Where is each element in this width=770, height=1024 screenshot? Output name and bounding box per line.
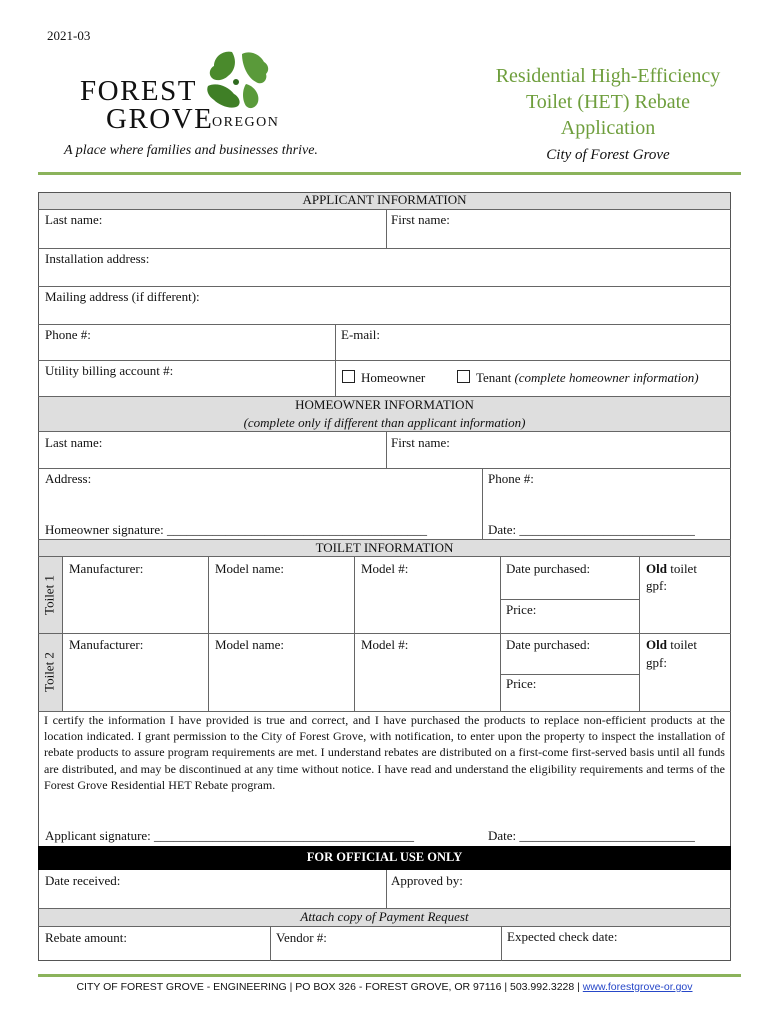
utility-billing-label: Utility billing account #: bbox=[45, 363, 174, 378]
header-divider bbox=[38, 172, 741, 175]
toilet-2-label: Toilet 2 bbox=[41, 652, 57, 692]
toilet-1-model-number-label: Model #: bbox=[361, 561, 409, 576]
applicant-date-line[interactable]: Date: ___________________________ bbox=[488, 828, 695, 843]
homeowner-signature-line[interactable]: Homeowner signature: ________________________________________ bbox=[45, 522, 428, 537]
applicant-email-label: E-mail: bbox=[341, 327, 380, 342]
official-use-header: FOR OFFICIAL USE ONLY bbox=[306, 850, 463, 864]
toilet-1-gpf-label: gpf: bbox=[646, 578, 667, 593]
toilet-1-model-name-label: Model name: bbox=[215, 561, 284, 576]
toilet-1-old-bold: Old bbox=[646, 561, 667, 576]
rebate-amount-label: Rebate amount: bbox=[45, 930, 127, 945]
form-title-line-2: Toilet (HET) Rebate bbox=[525, 91, 691, 113]
toilet-1-label: Toilet 1 bbox=[41, 575, 57, 615]
toilet-2-date-purchased-label: Date purchased: bbox=[506, 637, 591, 652]
homeowner-address-label: Address: bbox=[45, 471, 92, 486]
toilet-1-old-rest: toilet bbox=[670, 561, 697, 576]
date-received-label: Date received: bbox=[45, 873, 121, 888]
homeowner-checkbox-label: Homeowner bbox=[361, 370, 426, 385]
toilet-2-old-toilet-label bbox=[646, 637, 697, 653]
footer-divider bbox=[38, 974, 741, 977]
logo-forest-text: FOREST bbox=[80, 75, 197, 107]
toilet-2-old-bold: Old bbox=[646, 637, 667, 652]
attach-payment-note: Attach copy of Payment Request bbox=[300, 909, 469, 924]
toilet-2-gpf-label: gpf: bbox=[646, 655, 667, 670]
installation-address-label: Installation address: bbox=[45, 251, 150, 266]
document-version: 2021-03 bbox=[47, 28, 91, 43]
logo-oregon-text: OREGON bbox=[212, 115, 280, 130]
footer-contact-text: CITY OF FOREST GROVE - ENGINEERING | PO BOX 326 - FOREST GROVE, OR 97116 | 503.992.3228 | bbox=[76, 981, 583, 993]
applicant-phone-label: Phone #: bbox=[45, 327, 91, 342]
toilet-1-date-purchased-label: Date purchased: bbox=[506, 561, 591, 576]
toilet-1-old-toilet-label bbox=[646, 561, 697, 577]
certification-text: I certify the information I have provided is true and correct, and I have purchased the products to replace non-efficient products at the location indicated. I grant permission to the City of Forest Grove, with notification, to enter upon the property to inspect the installation of rebate products to assure program requirements are met. I understand rebates are distributed on a first-come first-served basis until all funds are distributed, and may be discontinued at any time without notice. I have read and understand the eligibility requirements and terms of the Forest Grove Residential HET Rebate program. bbox=[44, 713, 725, 792]
applicant-header: APPLICANT INFORMATION bbox=[302, 192, 467, 207]
toilet-2-old-rest: toilet bbox=[670, 637, 697, 652]
applicant-last-name-label: Last name: bbox=[45, 212, 103, 227]
toilet-1-manufacturer-label: Manufacturer: bbox=[69, 561, 144, 576]
applicant-first-name-label: First name: bbox=[391, 212, 450, 227]
form-title-line-3: Application bbox=[560, 117, 656, 139]
homeowner-last-name-label: Last name: bbox=[45, 435, 103, 450]
website-link[interactable]: www.forestgrove-or.gov bbox=[582, 981, 693, 993]
form-title-line-1: Residential High-Efficiency bbox=[495, 65, 721, 87]
toilet-header: TOILET INFORMATION bbox=[315, 540, 454, 555]
toilet-2-price-label: Price: bbox=[506, 676, 537, 691]
page-footer bbox=[38, 981, 731, 993]
tenant-checkbox-label bbox=[476, 370, 699, 386]
applicant-signature-line[interactable]: Applicant signature: ________________________________________ bbox=[45, 828, 415, 843]
homeowner-checkbox[interactable] bbox=[342, 370, 355, 383]
form-title bbox=[470, 63, 746, 141]
city-subtitle: City of Forest Grove bbox=[546, 147, 670, 163]
approved-by-label: Approved by: bbox=[391, 873, 463, 888]
toilet-2-model-name-label: Model name: bbox=[215, 637, 284, 652]
homeowner-first-name-label: First name: bbox=[391, 435, 450, 450]
expected-check-date-label: Expected check date: bbox=[507, 929, 618, 944]
tenant-note: (complete homeowner information) bbox=[514, 370, 699, 385]
homeowner-date-line[interactable]: Date: ___________________________ bbox=[488, 522, 695, 537]
toilet-2-model-number-label: Model #: bbox=[361, 637, 409, 652]
vendor-number-label: Vendor #: bbox=[276, 930, 327, 945]
homeowner-subheader: (complete only if different than applicant information) bbox=[243, 415, 526, 430]
mailing-address-label: Mailing address (if different): bbox=[45, 289, 200, 304]
logo-tagline: A place where families and businesses thrive. bbox=[64, 143, 318, 158]
tenant-label: Tenant bbox=[476, 370, 512, 385]
homeowner-header: HOMEOWNER INFORMATION bbox=[295, 397, 474, 412]
homeowner-phone-label: Phone #: bbox=[488, 471, 534, 486]
toilet-1-price-label: Price: bbox=[506, 602, 537, 617]
logo-grove-text: GROVE bbox=[106, 103, 214, 135]
tenant-checkbox[interactable] bbox=[457, 370, 470, 383]
toilet-2-manufacturer-label: Manufacturer: bbox=[69, 637, 144, 652]
